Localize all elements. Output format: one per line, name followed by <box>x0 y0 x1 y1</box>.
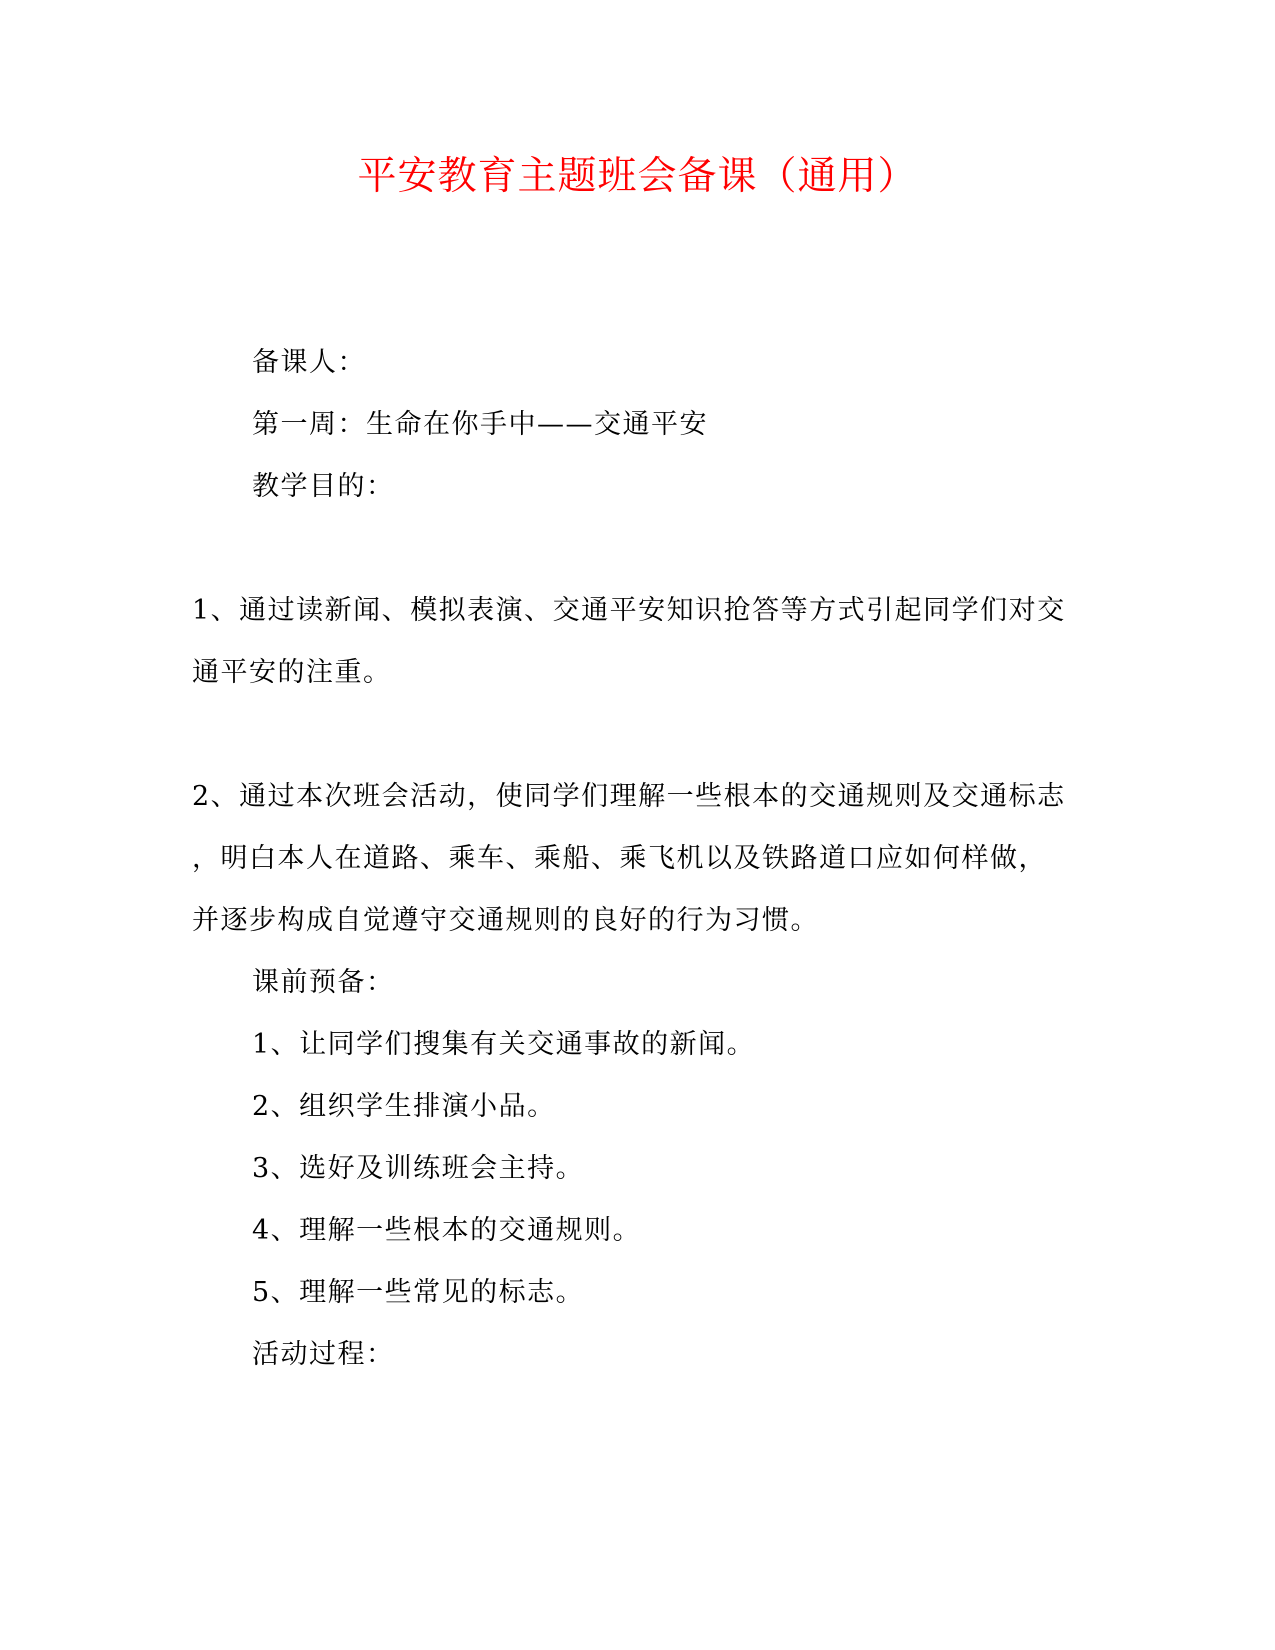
preparation-item-5: 5、理解一些常见的标志。 <box>252 1277 585 1308</box>
objective-1-line-1: 1、通过读新闻、模拟表演、交通平安知识抢答等方式引起同学们对交 <box>192 595 1066 626</box>
preparation-item-1: 1、让同学们搜集有关交通事故的新闻。 <box>252 1029 756 1060</box>
objective-2-line-2: ，明白本人在道路、乘车、乘船、乘飞机以及铁路道口应如何样做， <box>192 843 1047 874</box>
preparer-label: 备课人： <box>252 347 366 378</box>
preparation-item-2: 2、组织学生排演小品。 <box>252 1091 556 1122</box>
preparation-item-4: 4、理解一些根本的交通规则。 <box>252 1215 642 1246</box>
week-heading: 第一周：生命在你手中——交通平安 <box>252 409 708 440</box>
preparation-item-3: 3、选好及训练班会主持。 <box>252 1153 585 1184</box>
process-heading: 活动过程： <box>252 1339 395 1370</box>
objective-2-line-1: 2、通过本次班会活动，使同学们理解一些根本的交通规则及交通标志 <box>192 781 1066 812</box>
objectives-heading: 教学目的： <box>252 471 395 502</box>
objective-2-line-3: 并逐步构成自觉遵守交通规则的良好的行为习惯。 <box>192 905 819 936</box>
document-title: 平安教育主题班会备课（通用） <box>357 154 918 199</box>
preparation-heading: 课前预备： <box>252 967 395 998</box>
objective-1-line-2: 通平安的注重。 <box>192 657 392 688</box>
